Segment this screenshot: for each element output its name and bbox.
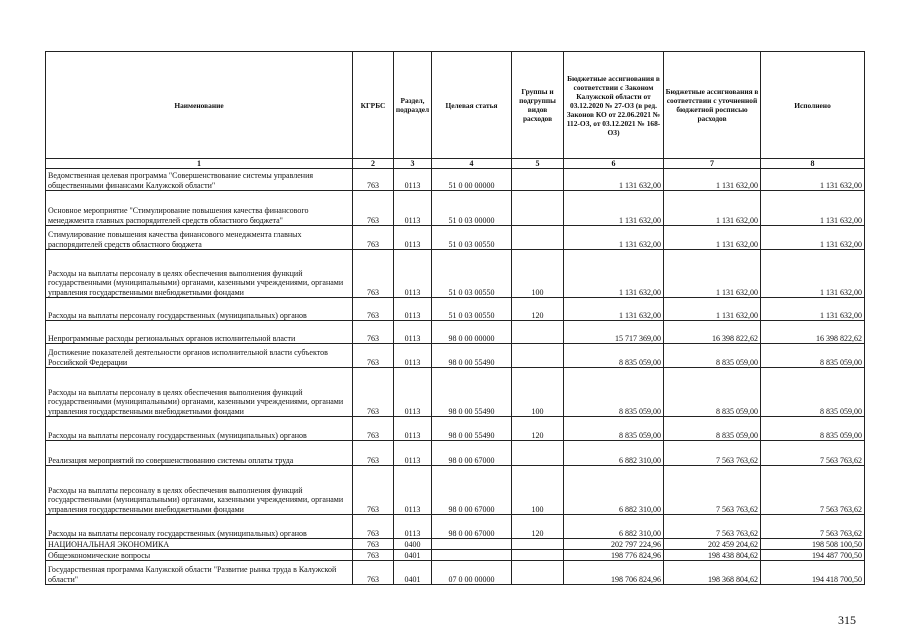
row-kgrbs: 763 [353,250,394,298]
column-number-row [46,159,865,169]
row-refined-amount: 1 131 632,00 [664,169,761,191]
table-row [46,250,865,298]
row-executed-amount: 16 398 822,62 [761,321,865,344]
row-executed-amount: 194 418 700,50 [761,561,865,585]
row-refined-amount: 7 563 763,62 [664,515,761,539]
row-executed-amount: 7 563 763,62 [761,515,865,539]
row-group [512,344,564,368]
row-refined-amount: 7 563 763,62 [664,466,761,515]
row-section: 0113 [394,441,432,466]
row-group: 100 [512,368,564,417]
row-name: Расходы на выплаты персоналу в целях обеспечения выполнения функций государственными (муниципальными) органами, казенными учреждениями, органами управления государственными внебюджетными фондами [46,368,353,417]
row-name: Достижение показателей деятельности органов исполнительной власти субъектов Российской Федерации [46,344,353,368]
table-row [46,466,865,515]
row-law-amount: 8 835 059,00 [564,368,664,417]
table-row [46,417,865,441]
row-refined-amount: 202 459 204,62 [664,539,761,550]
row-refined-amount: 8 835 059,00 [664,344,761,368]
header-target: Целевая статья [432,52,512,159]
row-executed-amount: 8 835 059,00 [761,417,865,441]
row-refined-amount: 198 368 804,62 [664,561,761,585]
row-target: 51 0 03 00550 [432,298,512,321]
row-kgrbs: 763 [353,368,394,417]
row-kgrbs: 763 [353,169,394,191]
row-executed-amount: 7 563 763,62 [761,441,865,466]
header-name: Наименование [46,52,353,159]
row-name: Ведомственная целевая программа "Совершенствование системы управления общественными финансами Калужской области" [46,169,353,191]
row-executed-amount: 1 131 632,00 [761,226,865,250]
row-refined-amount: 198 438 804,62 [664,550,761,561]
row-law-amount: 1 131 632,00 [564,191,664,226]
header-kgrbs: КГРБС [353,52,394,159]
row-executed-amount: 198 508 100,50 [761,539,865,550]
row-law-amount: 8 835 059,00 [564,417,664,441]
table-row [46,561,865,585]
row-section: 0113 [394,466,432,515]
row-name: Основное мероприятие "Стимулирование повышения качества финансового менеджмента главных распорядителей средств областного бюджета" [46,191,353,226]
row-section: 0113 [394,515,432,539]
header-row [46,52,865,159]
row-law-amount: 6 882 310,00 [564,515,664,539]
header-groups: Группы и подгруппы видов расходов [512,52,564,159]
row-target [432,539,512,550]
table-row [46,226,865,250]
row-kgrbs: 763 [353,321,394,344]
header-section: Раздел, подраздел [394,52,432,159]
row-refined-amount: 16 398 822,62 [664,321,761,344]
row-section: 0113 [394,226,432,250]
column-number: 5 [512,159,564,169]
row-section: 0400 [394,539,432,550]
row-target: 51 0 03 00000 [432,191,512,226]
row-law-amount: 1 131 632,00 [564,250,664,298]
row-group [512,539,564,550]
table-row [46,515,865,539]
row-target: 98 0 00 55490 [432,417,512,441]
row-target: 98 0 00 67000 [432,441,512,466]
row-section: 0113 [394,417,432,441]
row-name: Государственная программа Калужской области "Развитие рынка труда в Калужской области" [46,561,353,585]
row-refined-amount: 8 835 059,00 [664,368,761,417]
row-section: 0113 [394,298,432,321]
column-number: 4 [432,159,512,169]
column-number: 3 [394,159,432,169]
row-section: 0113 [394,321,432,344]
row-name: Общеэкономические вопросы [46,550,353,561]
row-executed-amount: 7 563 763,62 [761,466,865,515]
table-row [46,539,865,550]
row-group [512,191,564,226]
row-kgrbs: 763 [353,298,394,321]
row-name: Расходы на выплаты персоналу в целях обеспечения выполнения функций государственными (муниципальными) органами, казенными учреждениями, органами управления государственными внебюджетными фондами [46,466,353,515]
row-law-amount: 15 717 369,00 [564,321,664,344]
row-kgrbs: 763 [353,550,394,561]
row-executed-amount: 194 487 700,50 [761,550,865,561]
row-kgrbs: 763 [353,515,394,539]
row-refined-amount: 1 131 632,00 [664,298,761,321]
row-law-amount: 198 706 824,96 [564,561,664,585]
row-name: Расходы на выплаты персоналу в целях обеспечения выполнения функций государственными (муниципальными) органами, казенными учреждениями, органами управления государственными внебюджетными фондами [46,250,353,298]
row-group [512,561,564,585]
row-group: 120 [512,417,564,441]
row-section: 0113 [394,191,432,226]
row-section: 0113 [394,169,432,191]
row-group: 120 [512,298,564,321]
row-executed-amount: 1 131 632,00 [761,250,865,298]
row-target [432,550,512,561]
row-group [512,169,564,191]
row-law-amount: 1 131 632,00 [564,226,664,250]
row-target: 98 0 00 67000 [432,466,512,515]
row-name: Стимулирование повышения качества финансового менеджмента главных распорядителей средств областного бюджета [46,226,353,250]
row-section: 0113 [394,368,432,417]
row-group: 100 [512,466,564,515]
row-law-amount: 6 882 310,00 [564,441,664,466]
row-executed-amount: 1 131 632,00 [761,191,865,226]
row-name: Реализация мероприятий по совершенствованию системы оплаты труда [46,441,353,466]
row-kgrbs: 763 [353,344,394,368]
table-row [46,321,865,344]
row-executed-amount: 1 131 632,00 [761,169,865,191]
header-executed: Исполнено [761,52,865,159]
row-executed-amount: 8 835 059,00 [761,368,865,417]
table-row [46,441,865,466]
row-refined-amount: 1 131 632,00 [664,250,761,298]
row-law-amount: 6 882 310,00 [564,466,664,515]
budget-table [45,51,865,585]
row-refined-amount: 8 835 059,00 [664,417,761,441]
row-target: 07 0 00 00000 [432,561,512,585]
table-row [46,191,865,226]
row-name: Расходы на выплаты персоналу государственных (муниципальных) органов [46,298,353,321]
column-number: 1 [46,159,353,169]
row-section: 0113 [394,250,432,298]
row-target: 51 0 03 00550 [432,250,512,298]
row-kgrbs: 763 [353,539,394,550]
row-section: 0401 [394,561,432,585]
row-law-amount: 202 797 224,96 [564,539,664,550]
row-refined-amount: 1 131 632,00 [664,191,761,226]
row-law-amount: 198 776 824,96 [564,550,664,561]
row-group: 120 [512,515,564,539]
row-target: 98 0 00 67000 [432,515,512,539]
table-row [46,550,865,561]
row-kgrbs: 763 [353,466,394,515]
row-group [512,550,564,561]
table-row [46,169,865,191]
row-name: Расходы на выплаты персоналу государственных (муниципальных) органов [46,417,353,441]
row-executed-amount: 8 835 059,00 [761,344,865,368]
row-executed-amount: 1 131 632,00 [761,298,865,321]
row-target: 51 0 03 00550 [432,226,512,250]
row-target: 98 0 00 00000 [432,321,512,344]
row-name: НАЦИОНАЛЬНАЯ ЭКОНОМИКА [46,539,353,550]
row-refined-amount: 1 131 632,00 [664,226,761,250]
table-row [46,298,865,321]
row-law-amount: 1 131 632,00 [564,169,664,191]
row-group [512,226,564,250]
row-name: Расходы на выплаты персоналу государственных (муниципальных) органов [46,515,353,539]
row-group [512,441,564,466]
row-name: Непрограммные расходы региональных органов исполнительной власти [46,321,353,344]
row-refined-amount: 7 563 763,62 [664,441,761,466]
header-allocations-refined: Бюджетные ассигнования в соответствии с уточненной бюджетной росписью расходов [664,52,761,159]
row-kgrbs: 763 [353,191,394,226]
column-number: 7 [664,159,761,169]
row-kgrbs: 763 [353,417,394,441]
row-section: 0113 [394,344,432,368]
row-law-amount: 8 835 059,00 [564,344,664,368]
row-section: 0401 [394,550,432,561]
page-number: 315 [838,613,856,627]
row-target: 98 0 00 55490 [432,344,512,368]
row-target: 98 0 00 55490 [432,368,512,417]
column-number: 2 [353,159,394,169]
column-number: 6 [564,159,664,169]
table-row [46,368,865,417]
row-law-amount: 1 131 632,00 [564,298,664,321]
column-number: 8 [761,159,865,169]
row-kgrbs: 763 [353,441,394,466]
table-row [46,344,865,368]
header-allocations-law: Бюджетные ассигнования в соответствии с Законом Калужской области от 03.12.2020 № 27-ОЗ (в ред. Законов КО от 22.06.2021 № 112-ОЗ, от 03.12.2021 № 168-ОЗ) [564,52,664,159]
row-target: 51 0 00 00000 [432,169,512,191]
row-group: 100 [512,250,564,298]
row-group [512,321,564,344]
row-kgrbs: 763 [353,226,394,250]
row-kgrbs: 763 [353,561,394,585]
